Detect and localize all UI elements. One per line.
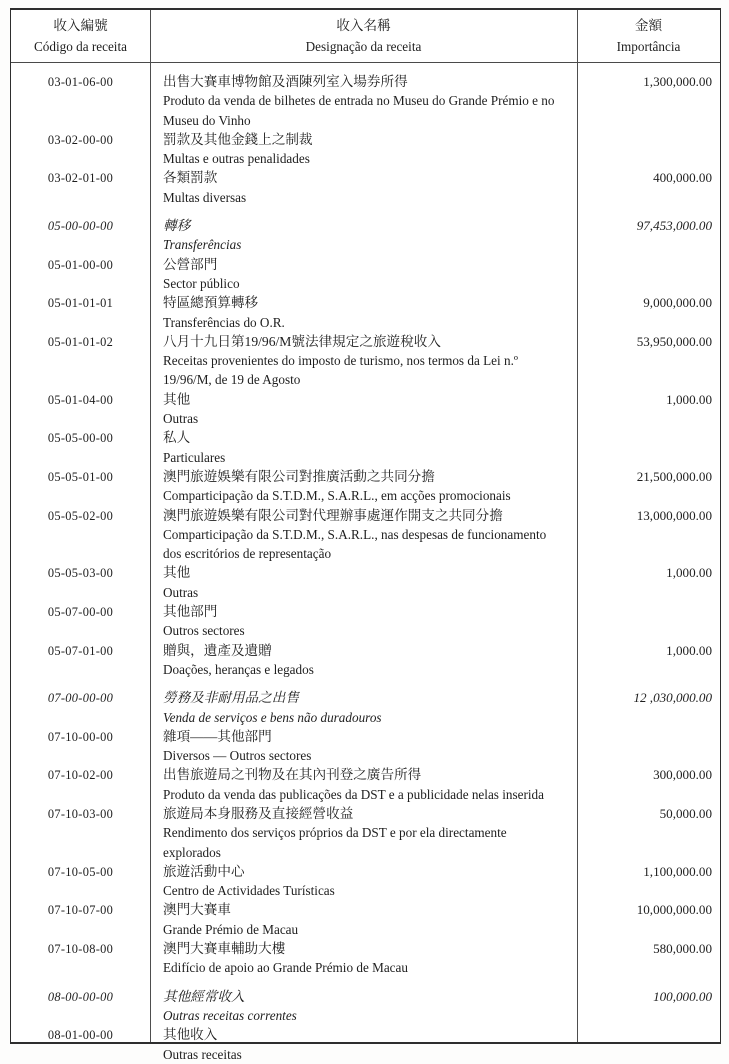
revenue-designation bbox=[150, 987, 577, 1026]
revenue-code: 08-01-00-00 bbox=[47, 1028, 114, 1043]
table-body bbox=[11, 63, 720, 1064]
designation-pt: Venda de serviços e bens não duradouros bbox=[163, 709, 382, 725]
table-row bbox=[11, 688, 720, 727]
table-row bbox=[11, 641, 720, 680]
revenue-code: 07-10-05-00 bbox=[47, 864, 114, 879]
table-row bbox=[11, 72, 720, 130]
revenue-designation bbox=[150, 216, 577, 255]
revenue-code: 05-05-03-00 bbox=[47, 566, 114, 581]
header-amount-pt: Importância bbox=[616, 39, 681, 54]
designation-pt: Comparticipação da S.T.D.M., S.A.R.L., nas despesas de funcionamento dos escritórios de representação bbox=[163, 526, 547, 562]
revenue-designation bbox=[150, 168, 577, 207]
designation-pt: Particulares bbox=[163, 449, 226, 465]
header-code-pt: Código da receita bbox=[33, 39, 127, 54]
revenue-code: 05-07-00-00 bbox=[47, 605, 114, 620]
revenue-code: 03-02-00-00 bbox=[47, 132, 114, 147]
header-code-zh: 收入編號 bbox=[53, 17, 108, 33]
table-row bbox=[11, 900, 720, 939]
designation-pt: Diversos — Outros sectores bbox=[163, 748, 312, 764]
designation-pt: Doações, heranças e legados bbox=[163, 661, 314, 677]
revenue-designation bbox=[150, 939, 577, 978]
header-amount-zh: 金額 bbox=[634, 17, 663, 33]
designation-zh: 澳門大賽車 bbox=[163, 902, 231, 918]
header-amount bbox=[577, 15, 720, 58]
designation-pt: Outras receitas bbox=[163, 1046, 242, 1062]
table-row bbox=[11, 390, 720, 429]
revenue-code: 07-10-07-00 bbox=[47, 903, 114, 918]
designation-pt: Receitas provenientes do imposto de turismo, nos termos da Lei n.º 19/96/M, de 19 de Agosto bbox=[163, 353, 518, 388]
revenue-code: 05-00-00-00 bbox=[47, 219, 114, 234]
revenue-designation bbox=[150, 1025, 577, 1064]
header-designation-zh: 收入名稱 bbox=[336, 17, 391, 33]
designation-pt: Edifício de apoio ao Grande Prémio de Macau bbox=[163, 960, 408, 976]
column-divider-2 bbox=[577, 10, 578, 1042]
designation-zh: 其他部門 bbox=[163, 604, 218, 620]
revenue-designation bbox=[150, 467, 577, 506]
table-row bbox=[11, 168, 720, 207]
designation-zh: 贈與，遺產及遺贈 bbox=[163, 642, 272, 658]
designation-zh: 轉移 bbox=[163, 218, 191, 234]
table-row bbox=[11, 506, 720, 564]
revenue-code: 05-07-01-00 bbox=[47, 643, 114, 658]
designation-pt: Outras receitas correntes bbox=[163, 1007, 297, 1023]
revenue-designation bbox=[150, 428, 577, 467]
revenue-designation bbox=[150, 390, 577, 429]
designation-pt: Grande Prémio de Macau bbox=[163, 921, 299, 937]
revenue-code: 07-10-08-00 bbox=[47, 942, 114, 957]
designation-zh: 其他收入 bbox=[163, 1027, 218, 1043]
table-row bbox=[11, 727, 720, 766]
designation-zh: 澳門旅遊娛樂有限公司對推廣活動之共同分擔 bbox=[163, 468, 435, 484]
amount-value: 300,000.00 bbox=[653, 767, 712, 783]
revenue-designation bbox=[150, 506, 577, 564]
designation-pt: Multas diversas bbox=[163, 189, 247, 205]
revenue-code: 05-05-00-00 bbox=[47, 431, 114, 446]
table-row bbox=[11, 939, 720, 978]
amount-value: 12 ,030,000.00 bbox=[633, 690, 712, 706]
designation-pt: Produto da venda das publicações da DST e a publicidade nelas inserida bbox=[163, 786, 544, 802]
designation-zh: 其他經常收入 bbox=[163, 988, 245, 1004]
designation-zh: 其他 bbox=[163, 391, 191, 407]
designation-zh: 旅遊局本身服務及直接經營收益 bbox=[163, 805, 354, 821]
designation-pt: Transferências bbox=[163, 237, 242, 253]
table-row bbox=[11, 563, 720, 602]
designation-pt: Outras bbox=[163, 584, 199, 600]
amount-value: 1,300,000.00 bbox=[643, 74, 712, 89]
table-row bbox=[11, 332, 720, 390]
table-row bbox=[11, 765, 720, 804]
designation-pt: Outros sectores bbox=[163, 623, 245, 639]
revenue-designation bbox=[150, 862, 577, 901]
table-row bbox=[11, 602, 720, 641]
header-designation bbox=[150, 15, 577, 58]
revenue-designation bbox=[150, 255, 577, 294]
amount-value: 1,000.00 bbox=[666, 642, 712, 658]
designation-zh: 各類罰款 bbox=[163, 170, 218, 186]
revenue-code: 05-05-02-00 bbox=[47, 508, 114, 523]
table-row bbox=[11, 862, 720, 901]
table-row bbox=[11, 987, 720, 1026]
amount-value: 1,100,000.00 bbox=[643, 863, 712, 879]
revenue-code: 05-01-00-00 bbox=[47, 257, 114, 272]
designation-zh: 澳門大賽車輔助大樓 bbox=[163, 941, 286, 957]
revenue-code: 07-10-00-00 bbox=[47, 729, 114, 744]
revenue-designation bbox=[150, 900, 577, 939]
revenue-code: 05-01-01-02 bbox=[47, 334, 114, 349]
table-row bbox=[11, 255, 720, 294]
amount-value: 1,000.00 bbox=[666, 391, 712, 407]
revenue-designation bbox=[150, 765, 577, 804]
amount-value: 9,000,000.00 bbox=[643, 295, 712, 311]
revenue-table bbox=[10, 8, 721, 1062]
amount-value: 100,000.00 bbox=[653, 988, 712, 1004]
designation-zh: 特區總預算轉移 bbox=[163, 295, 259, 311]
revenue-code: 07-10-02-00 bbox=[47, 768, 114, 783]
designation-pt: Transferências do O.R. bbox=[163, 314, 285, 330]
amount-value: 21,500,000.00 bbox=[636, 468, 712, 484]
table-row bbox=[11, 293, 720, 332]
amount-value: 580,000.00 bbox=[653, 941, 712, 957]
revenue-code: 03-01-06-00 bbox=[47, 75, 114, 89]
designation-pt: Sector público bbox=[163, 275, 240, 291]
table-row bbox=[11, 467, 720, 506]
designation-zh: 出售大賽車博物館及酒陳列室入場券所得 bbox=[163, 74, 408, 89]
designation-pt: Multas e outras penalidades bbox=[163, 151, 310, 167]
revenue-designation bbox=[150, 641, 577, 680]
amount-value: 400,000.00 bbox=[653, 170, 712, 186]
designation-zh: 澳門旅遊娛樂有限公司對代理辦事處運作開支之共同分擔 bbox=[163, 507, 503, 523]
amount-value: 97,453,000.00 bbox=[636, 218, 712, 234]
amount-value: 10,000,000.00 bbox=[636, 902, 712, 918]
revenue-designation bbox=[150, 293, 577, 332]
table-row bbox=[11, 804, 720, 862]
amount-value: 53,950,000.00 bbox=[636, 333, 712, 349]
designation-zh: 出售旅遊局之刊物及在其內刊登之廣告所得 bbox=[163, 767, 422, 783]
revenue-designation bbox=[150, 72, 577, 130]
table-header bbox=[11, 10, 720, 63]
revenue-designation bbox=[150, 602, 577, 641]
revenue-code: 05-01-01-01 bbox=[47, 296, 114, 311]
designation-zh: 私人 bbox=[163, 430, 191, 446]
designation-zh: 旅遊活動中心 bbox=[163, 863, 245, 879]
header-code bbox=[11, 15, 150, 58]
revenue-code: 05-01-04-00 bbox=[47, 392, 114, 407]
designation-pt: Rendimento dos serviços próprios da DST e por ela directamente explorados bbox=[163, 825, 507, 860]
revenue-code: 03-02-01-00 bbox=[47, 171, 114, 186]
revenue-designation bbox=[150, 130, 577, 169]
designation-pt: Comparticipação da S.T.D.M., S.A.R.L., em acções promocionais bbox=[163, 488, 511, 504]
header-designation-pt: Designação da receita bbox=[305, 39, 422, 54]
revenue-designation bbox=[150, 804, 577, 862]
table-row bbox=[11, 130, 720, 169]
table-row bbox=[11, 216, 720, 255]
revenue-designation bbox=[150, 727, 577, 766]
revenue-code: 07-10-03-00 bbox=[47, 806, 114, 821]
revenue-code: 08-00-00-00 bbox=[47, 989, 114, 1004]
amount-value: 1,000.00 bbox=[666, 565, 712, 581]
designation-zh: 雜項——其他部門 bbox=[163, 728, 272, 744]
revenue-code: 07-00-00-00 bbox=[47, 691, 114, 706]
designation-zh: 其他 bbox=[163, 565, 191, 581]
amount-value: 50,000.00 bbox=[659, 805, 712, 821]
revenue-designation bbox=[150, 688, 577, 727]
designation-zh: 勞務及非耐用品之出售 bbox=[163, 690, 299, 706]
table-row bbox=[11, 1025, 720, 1064]
designation-zh: 罰款及其他金錢上之制裁 bbox=[163, 131, 313, 147]
column-divider-1 bbox=[150, 10, 151, 1042]
designation-zh: 八月十九日第19/96/M號法律規定之旅遊稅收入 bbox=[163, 333, 441, 349]
designation-pt: Produto da venda de bilhetes de entrada no Museu do Grande Prémio e no Museu do Vinho bbox=[163, 93, 555, 128]
revenue-code: 05-05-01-00 bbox=[47, 469, 114, 484]
amount-value: 13,000,000.00 bbox=[636, 507, 712, 523]
designation-pt: Centro de Actividades Turísticas bbox=[163, 883, 335, 899]
revenue-designation bbox=[150, 332, 577, 390]
designation-pt: Outras bbox=[163, 411, 199, 427]
table-row bbox=[11, 428, 720, 467]
designation-zh: 公營部門 bbox=[163, 256, 218, 272]
revenue-designation bbox=[150, 563, 577, 602]
